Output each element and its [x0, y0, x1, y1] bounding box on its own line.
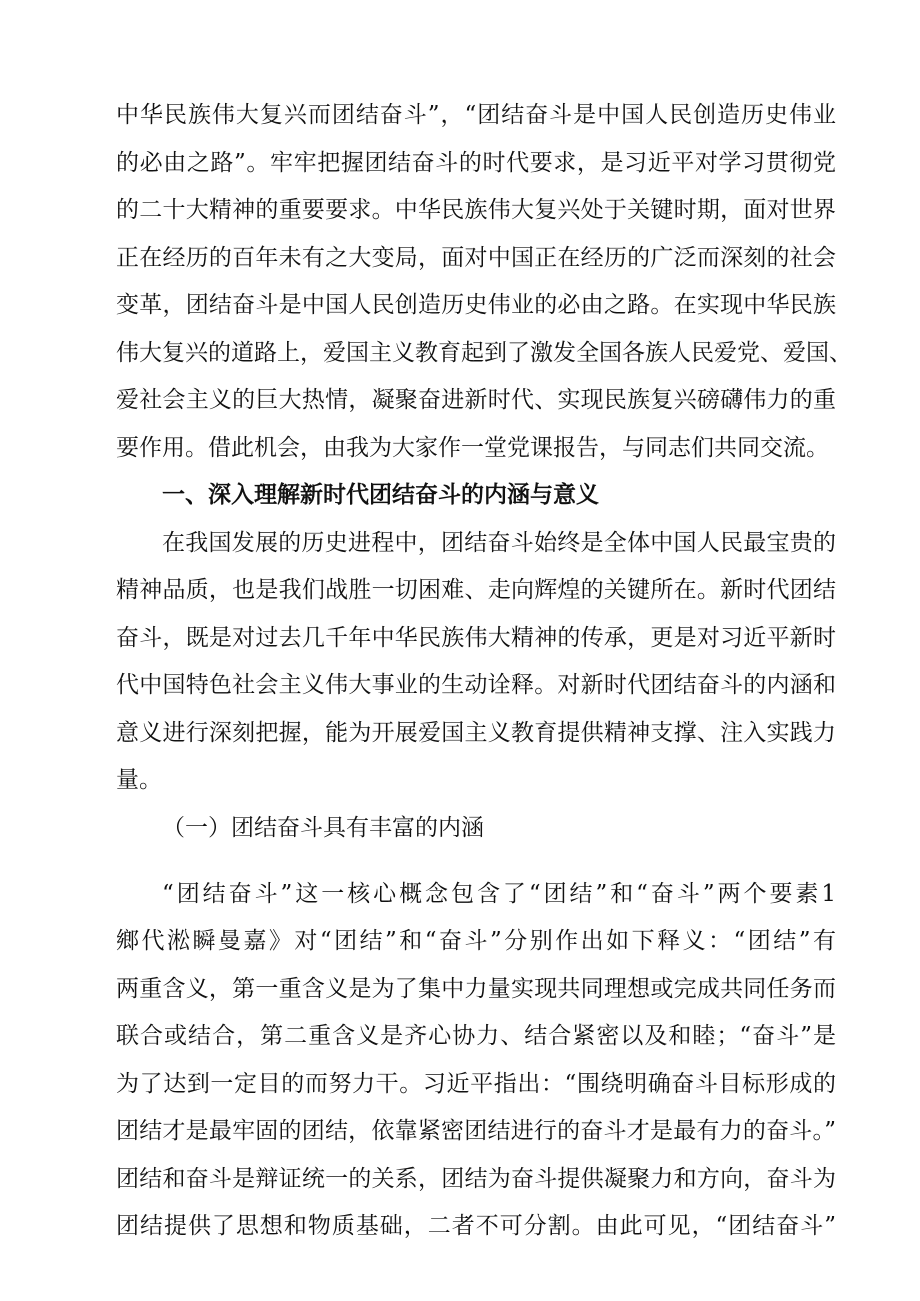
paragraph-2-line-5: 意义进行深刻把握，能为开展爱国主义教育提供精神支撑、注入实践力 — [116, 720, 836, 746]
paragraph-2-line-4: 代中国特色社会主义伟大事业的生动诠释。对新时代团结奋斗的内涵和 — [116, 672, 836, 698]
paragraph-3-line-1: “团结奋斗”这一核心概念包含了“团结”和“奋斗”两个要素1 — [162, 881, 836, 907]
paragraph-1-line-3: 的二十大精神的重要要求。中华民族伟大复兴处于关键时期，面对世界 — [116, 197, 836, 223]
paragraph-1-line-8: 要作用。借此机会，由我为大家作一堂党课报告，与同志们共同交流。 — [116, 435, 829, 461]
paragraph-1-line-2: 的必由之路”。牢牢把握团结奋斗的时代要求，是习近平对学习贯彻党 — [116, 150, 836, 176]
paragraph-3-line-7: 团结和奋斗是辩证统一的关系，团结为奋斗提供凝聚力和方向，奋斗为 — [116, 1166, 836, 1192]
section-heading: 一、深入理解新时代团结奋斗的内涵与意义 — [162, 482, 599, 508]
paragraph-1-line-1: 中华民族伟大复兴而团结奋斗”，“团结奋斗是中国人民创造历史伟业 — [116, 102, 836, 128]
paragraph-1-line-6: 伟大复兴的道路上，爱国主义教育起到了激发全国各族人民爱党、爱国、 — [116, 340, 852, 366]
subsection-heading: （一）团结奋斗具有丰富的内涵 — [162, 815, 484, 841]
paragraph-3-line-5: 为了达到一定目的而努力干。习近平指出：“围绕明确奋斗目标形成的 — [116, 1071, 836, 1097]
paragraph-3-line-8: 团结提供了思想和物质基础，二者不可分割。由此可见，“团结奋斗” — [116, 1213, 836, 1239]
paragraph-2-line-1: 在我国发展的历史进程中，团结奋斗始终是全体中国人民最宝贵的 — [162, 530, 836, 556]
paragraph-3-line-3: 两重含义，第一重含义是为了集中力量实现共同理想或完成共同任务而 — [116, 976, 836, 1002]
paragraph-3-line-2: 鄉代淞瞬曼嘉》对“团结”和“奋斗”分别作出如下释义：“团结”有 — [116, 928, 836, 954]
paragraph-1-line-5: 变革，团结奋斗是中国人民创造历史伟业的必由之路。在实现中华民族 — [116, 292, 836, 318]
paragraph-1-line-7: 爱社会主义的巨大热情，凝聚奋进新时代、实现民族复兴磅礴伟力的重 — [116, 387, 836, 413]
paragraph-2-line-2: 精神品质，也是我们战胜一切困难、走向辉煌的关键所在。新时代团结 — [116, 577, 836, 603]
paragraph-1-line-4: 正在经历的百年未有之大变局，面对中国正在经历的广泛而深刻的社会 — [116, 245, 836, 271]
paragraph-2-line-3: 奋斗，既是对过去几千年中华民族伟大精神的传承，更是对习近平新时 — [116, 625, 836, 651]
paragraph-2-line-6: 量。 — [116, 767, 162, 793]
paragraph-3-line-4: 联合或结合，第二重含义是齐心协力、结合紧密以及和睦；“奋斗”是 — [116, 1023, 836, 1049]
paragraph-3-line-6: 团结才是最牢固的团结，依靠紧密团结进行的奋斗才是最有力的奋斗。” — [116, 1118, 836, 1144]
